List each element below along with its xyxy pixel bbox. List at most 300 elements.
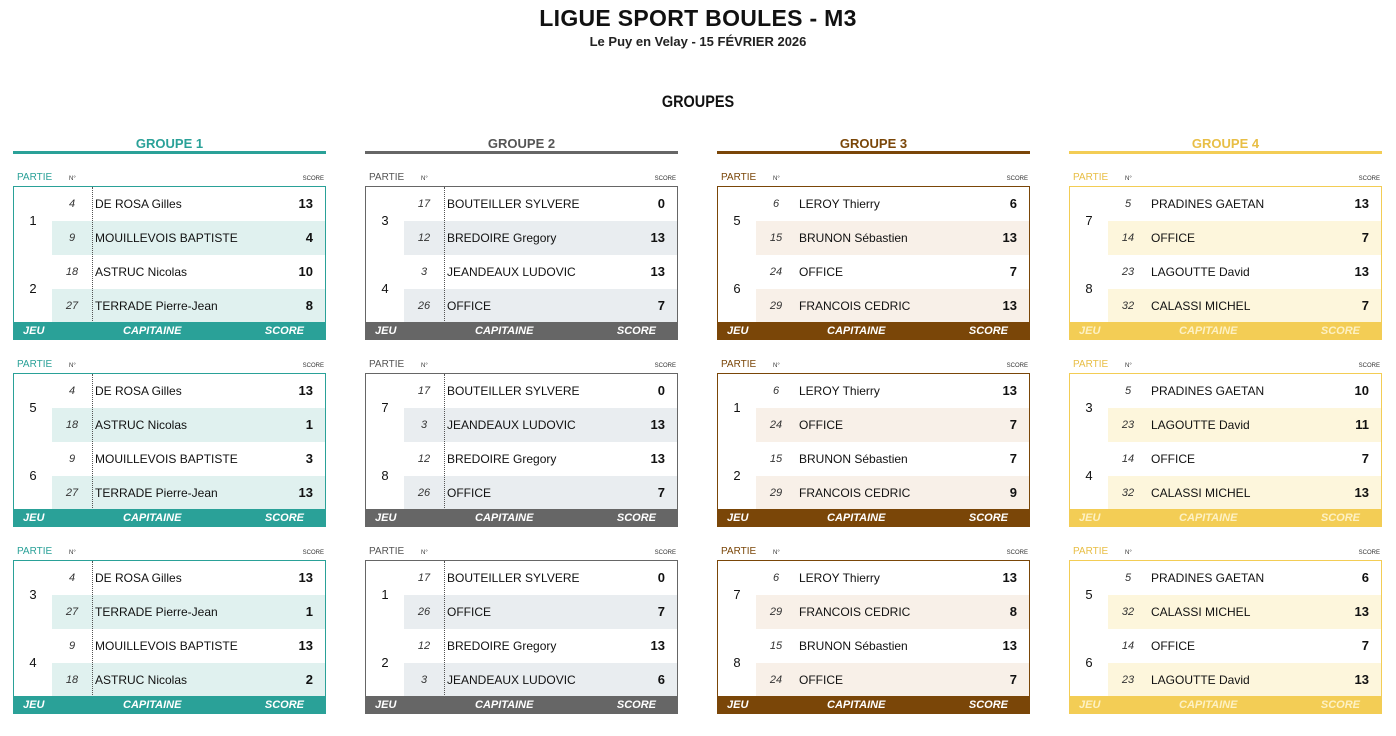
table-row [756,663,1029,697]
footer-capitaine-label: CAPITAINE [827,325,886,337]
match-table [365,560,678,714]
captain-name: LAGOUTTE David [1151,418,1250,432]
table-row [756,374,1029,408]
team-number: 14 [1121,453,1135,465]
team-number: 6 [772,572,780,584]
team-number: 9 [68,232,76,244]
table-row [756,221,1029,255]
captain-name: BREDOIRE Gregory [447,231,557,245]
match-block [365,546,678,711]
partie-column-label: PARTIE [369,172,405,183]
number-column-label: N° [421,550,428,556]
match-block [365,359,678,524]
captain-name: DE ROSA Gilles [95,197,182,211]
match-block [717,546,1030,711]
table-row [756,561,1029,595]
captain-name: LAGOUTTE David [1151,265,1250,279]
table-row [756,289,1029,323]
column-divider [444,561,445,697]
captain-name: PRADINES GAETAN [1151,571,1265,585]
team-number: 17 [417,385,431,397]
captain-name: OFFICE [447,299,491,313]
partie-number: 4 [381,281,389,296]
footer-jeu-label: JEU [23,512,45,524]
team-number: 5 [1124,198,1132,210]
footer-jeu-label: JEU [727,325,749,337]
footer-capitaine-label: CAPITAINE [123,512,182,524]
table-footer [13,509,326,527]
footer-score-label: SCORE [264,512,304,524]
partie-number: 8 [1085,281,1093,296]
partie-column-label: PARTIE [1073,172,1109,183]
number-column-label: N° [1125,550,1132,556]
team-score: 13 [650,417,665,432]
team-score: 13 [1002,570,1017,585]
captain-name: DE ROSA Gilles [95,384,182,398]
table-footer [1069,696,1382,714]
team-number: 23 [1121,419,1135,431]
number-column-label: N° [1125,363,1132,369]
team-number: 32 [1121,487,1135,499]
partie-column-label: PARTIE [17,546,53,557]
number-column-label: N° [773,550,780,556]
team-score: 13 [298,570,313,585]
captain-name: PRADINES GAETAN [1151,197,1265,211]
team-score: 10 [298,264,313,279]
footer-capitaine-label: CAPITAINE [123,325,182,337]
footer-capitaine-label: CAPITAINE [827,699,886,711]
group-header: GROUPE 1 [13,136,326,154]
footer-score-label: SCORE [616,699,656,711]
footer-score-label: SCORE [1320,699,1360,711]
number-column-label: N° [773,363,780,369]
match-table [1069,186,1382,340]
team-score: 4 [305,230,313,245]
team-score: 13 [1002,383,1017,398]
page-subtitle: Le Puy en Velay - 15 FÉVRIER 2026 [589,34,807,49]
score-column-label: SCORE [1358,176,1380,182]
captain-name: LEROY Thierry [799,571,880,585]
match-block [1069,359,1382,524]
partie-column-label: PARTIE [17,359,53,370]
match-table [717,373,1030,527]
team-score: 6 [657,672,665,687]
match-table [13,560,326,714]
table-footer [717,509,1030,527]
captain-name: OFFICE [1151,452,1195,466]
captain-name: OFFICE [799,673,843,687]
group-header: GROUPE 2 [365,136,678,154]
footer-capitaine-label: CAPITAINE [1179,699,1238,711]
team-number: 32 [1121,300,1135,312]
team-number: 17 [417,198,431,210]
partie-number: 8 [733,655,741,670]
match-table [1069,560,1382,714]
team-score: 7 [657,298,665,313]
captain-name: OFFICE [799,265,843,279]
team-number: 5 [1124,572,1132,584]
team-number: 14 [1121,640,1135,652]
captain-name: ASTRUC Nicolas [95,265,188,279]
team-score: 6 [1361,570,1369,585]
footer-capitaine-label: CAPITAINE [123,699,182,711]
partie-number: 4 [1085,468,1093,483]
team-score: 13 [650,230,665,245]
table-footer [13,322,326,340]
captain-name: MOUILLEVOIS BAPTISTE [95,231,238,245]
captain-name: BOUTEILLER SYLVERE [447,571,580,585]
partie-column-label: PARTIE [369,359,405,370]
team-number: 26 [417,300,431,312]
section-title: GROUPES [661,92,735,111]
captain-name: FRANCOIS CEDRIC [799,299,911,313]
team-score: 13 [1354,672,1369,687]
table-row [756,595,1029,629]
captain-name: CALASSI MICHEL [1151,299,1251,313]
captain-name: TERRADE Pierre-Jean [95,299,218,313]
team-number: 29 [769,606,783,618]
team-number: 9 [68,640,76,652]
number-column-label: N° [421,363,428,369]
partie-column-label: PARTIE [721,172,757,183]
number-column-label: N° [69,176,76,182]
partie-number: 1 [733,400,741,415]
team-number: 24 [769,674,783,686]
score-column-label: SCORE [654,550,676,556]
score-column-label: SCORE [1006,176,1028,182]
captain-name: OFFICE [1151,639,1195,653]
partie-number: 6 [29,468,37,483]
partie-column-label: PARTIE [1073,546,1109,557]
table-row [1108,595,1381,629]
partie-number: 7 [733,587,741,602]
partie-number: 1 [29,213,37,228]
team-score: 13 [298,638,313,653]
partie-number: 5 [29,400,37,415]
column-divider [92,374,93,510]
match-block [13,172,326,337]
partie-number: 5 [1085,587,1093,602]
partie-number: 3 [29,587,37,602]
team-number: 24 [769,419,783,431]
match-table [365,373,678,527]
column-divider [444,187,445,323]
team-score: 13 [298,383,313,398]
team-number: 3 [420,266,428,278]
partie-number: 3 [1085,400,1093,415]
captain-name: OFFICE [447,605,491,619]
captain-name: BREDOIRE Gregory [447,639,557,653]
captain-name: BRUNON Sébastien [799,231,908,245]
captain-name: PRADINES GAETAN [1151,384,1265,398]
team-number: 4 [68,198,76,210]
score-column-label: SCORE [1006,363,1028,369]
match-block [13,359,326,524]
match-block [1069,546,1382,711]
footer-jeu-label: JEU [727,699,749,711]
partie-number: 2 [733,468,741,483]
table-row [1108,629,1381,663]
team-number: 12 [417,453,431,465]
footer-score-label: SCORE [968,512,1008,524]
team-number: 32 [1121,606,1135,618]
team-score: 13 [1354,196,1369,211]
team-number: 15 [769,640,783,652]
footer-score-label: SCORE [264,699,304,711]
team-number: 26 [417,606,431,618]
captain-name: CALASSI MICHEL [1151,605,1251,619]
match-block [717,172,1030,337]
captain-name: ASTRUC Nicolas [95,673,188,687]
partie-number: 3 [381,213,389,228]
team-score: 8 [305,298,313,313]
captain-name: LEROY Thierry [799,197,880,211]
match-block [365,172,678,337]
team-number: 14 [1121,232,1135,244]
captain-name: OFFICE [447,486,491,500]
table-footer [1069,322,1382,340]
column-divider [92,561,93,697]
partie-number: 4 [29,655,37,670]
table-footer [717,322,1030,340]
table-row [756,629,1029,663]
team-score: 0 [657,383,665,398]
group-header: GROUPE 4 [1069,136,1382,154]
footer-capitaine-label: CAPITAINE [1179,512,1238,524]
score-column-label: SCORE [654,176,676,182]
table-footer [365,509,678,527]
team-number: 4 [68,385,76,397]
table-row [1108,476,1381,510]
captain-name: JEANDEAUX LUDOVIC [447,265,576,279]
team-number: 23 [1121,266,1135,278]
footer-score-label: SCORE [616,512,656,524]
captain-name: BRUNON Sébastien [799,639,908,653]
table-row [1108,442,1381,476]
footer-capitaine-label: CAPITAINE [827,512,886,524]
team-score: 7 [1009,264,1017,279]
table-row [1108,561,1381,595]
team-score: 13 [650,638,665,653]
team-score: 8 [1009,604,1017,619]
table-row [756,476,1029,510]
team-number: 18 [65,266,79,278]
team-number: 4 [68,572,76,584]
team-number: 18 [65,419,79,431]
score-column-label: SCORE [302,176,324,182]
captain-name: DE ROSA Gilles [95,571,182,585]
match-table [13,373,326,527]
team-number: 12 [417,640,431,652]
team-number: 17 [417,572,431,584]
footer-jeu-label: JEU [375,512,397,524]
team-score: 0 [657,570,665,585]
captain-name: BOUTEILLER SYLVERE [447,384,580,398]
partie-column-label: PARTIE [17,172,53,183]
table-row [756,187,1029,221]
team-score: 7 [1361,230,1369,245]
table-row [1108,374,1381,408]
team-number: 15 [769,232,783,244]
number-column-label: N° [69,363,76,369]
team-number: 29 [769,300,783,312]
captain-name: JEANDEAUX LUDOVIC [447,673,576,687]
team-score: 11 [1355,417,1369,432]
partie-number: 6 [1085,655,1093,670]
team-number: 27 [65,487,79,499]
partie-number: 2 [381,655,389,670]
footer-jeu-label: JEU [23,325,45,337]
team-score: 13 [1354,604,1369,619]
captain-name: MOUILLEVOIS BAPTISTE [95,639,238,653]
team-score: 6 [1009,196,1017,211]
score-column-label: SCORE [1006,550,1028,556]
footer-capitaine-label: CAPITAINE [475,512,534,524]
captain-name: ASTRUC Nicolas [95,418,188,432]
column-divider [92,187,93,323]
captain-name: LEROY Thierry [799,384,880,398]
footer-jeu-label: JEU [1079,512,1101,524]
team-score: 1 [305,417,313,432]
team-score: 13 [298,196,313,211]
team-score: 13 [1354,485,1369,500]
partie-column-label: PARTIE [721,546,757,557]
captain-name: BOUTEILLER SYLVERE [447,197,580,211]
footer-jeu-label: JEU [375,325,397,337]
captain-name: LAGOUTTE David [1151,673,1250,687]
table-row [1108,408,1381,442]
team-number: 3 [420,674,428,686]
team-score: 1 [305,604,313,619]
partie-number: 7 [1085,213,1093,228]
table-row [1108,255,1381,289]
team-number: 6 [772,385,780,397]
partie-number: 5 [733,213,741,228]
team-score: 10 [1354,383,1369,398]
match-table [365,186,678,340]
captain-name: OFFICE [1151,231,1195,245]
match-block [1069,172,1382,337]
team-score: 7 [1009,672,1017,687]
team-number: 5 [1124,385,1132,397]
number-column-label: N° [773,176,780,182]
table-row [1108,289,1381,323]
captain-name: MOUILLEVOIS BAPTISTE [95,452,238,466]
team-score: 7 [1361,638,1369,653]
group-header: GROUPE 3 [717,136,1030,154]
footer-score-label: SCORE [264,325,304,337]
partie-column-label: PARTIE [369,546,405,557]
footer-capitaine-label: CAPITAINE [475,699,534,711]
number-column-label: N° [421,176,428,182]
footer-score-label: SCORE [1320,512,1360,524]
footer-score-label: SCORE [968,325,1008,337]
match-block [717,359,1030,524]
team-score: 13 [1002,298,1017,313]
table-footer [1069,509,1382,527]
score-column-label: SCORE [1358,550,1380,556]
team-score: 7 [1009,417,1017,432]
footer-jeu-label: JEU [375,699,397,711]
captain-name: FRANCOIS CEDRIC [799,486,911,500]
score-column-label: SCORE [302,550,324,556]
footer-score-label: SCORE [1320,325,1360,337]
footer-capitaine-label: CAPITAINE [475,325,534,337]
captain-name: OFFICE [799,418,843,432]
partie-number: 8 [381,468,389,483]
team-number: 12 [417,232,431,244]
team-score: 7 [1361,298,1369,313]
table-row [756,408,1029,442]
footer-jeu-label: JEU [1079,699,1101,711]
score-column-label: SCORE [302,363,324,369]
team-number: 27 [65,300,79,312]
team-score: 7 [1361,451,1369,466]
table-row [756,442,1029,476]
footer-score-label: SCORE [616,325,656,337]
table-row [756,255,1029,289]
team-score: 13 [1002,230,1017,245]
team-score: 7 [657,604,665,619]
team-score: 2 [305,672,313,687]
partie-column-label: PARTIE [721,359,757,370]
table-footer [13,696,326,714]
captain-name: BREDOIRE Gregory [447,452,557,466]
table-row [1108,221,1381,255]
score-column-label: SCORE [1358,363,1380,369]
partie-number: 6 [733,281,741,296]
team-score: 9 [1009,485,1017,500]
team-score: 0 [657,196,665,211]
team-score: 13 [298,485,313,500]
match-table [1069,373,1382,527]
team-score: 13 [650,264,665,279]
table-footer [365,322,678,340]
number-column-label: N° [69,550,76,556]
captain-name: JEANDEAUX LUDOVIC [447,418,576,432]
partie-number: 1 [381,587,389,602]
team-number: 6 [772,198,780,210]
footer-jeu-label: JEU [23,699,45,711]
team-score: 13 [650,451,665,466]
table-row [1108,663,1381,697]
page-title: LIGUE SPORT BOULES - M3 [539,5,857,31]
match-block [13,546,326,711]
team-score: 3 [305,451,313,466]
captain-name: TERRADE Pierre-Jean [95,605,218,619]
number-column-label: N° [1125,176,1132,182]
team-number: 29 [769,487,783,499]
team-number: 9 [68,453,76,465]
team-score: 7 [1009,451,1017,466]
team-number: 3 [420,419,428,431]
footer-capitaine-label: CAPITAINE [1179,325,1238,337]
captain-name: FRANCOIS CEDRIC [799,605,911,619]
team-number: 26 [417,487,431,499]
match-table [13,186,326,340]
table-footer [365,696,678,714]
team-score: 13 [1354,264,1369,279]
column-divider [444,374,445,510]
captain-name: BRUNON Sébastien [799,452,908,466]
captain-name: TERRADE Pierre-Jean [95,486,218,500]
captain-name: CALASSI MICHEL [1151,486,1251,500]
match-table [717,186,1030,340]
team-number: 24 [769,266,783,278]
footer-jeu-label: JEU [1079,325,1101,337]
team-number: 23 [1121,674,1135,686]
footer-jeu-label: JEU [727,512,749,524]
